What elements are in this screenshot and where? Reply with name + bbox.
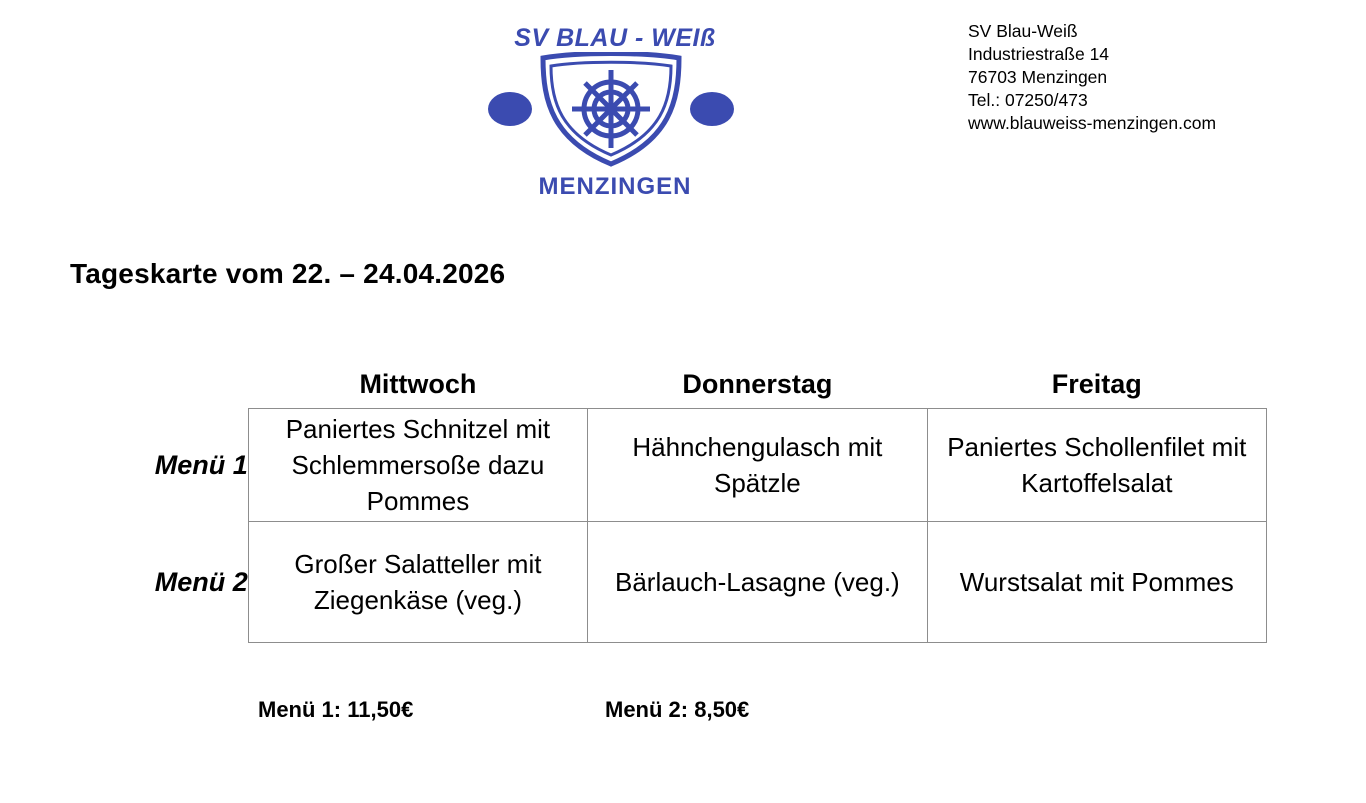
document-header: [0, 0, 1366, 215]
address-line: Tel.: 07250/473: [968, 90, 1088, 110]
logo-dot-left-icon: [488, 92, 532, 126]
menu-cell-menu2-friday: Wurstsalat mit Pommes: [927, 522, 1266, 643]
club-address: [968, 20, 1216, 135]
menu-table: [70, 360, 1267, 643]
address-line: 76703 Menzingen: [968, 67, 1108, 87]
menu-cell-menu2-thursday: Bärlauch-Lasagne (veg.): [588, 522, 927, 643]
row-label-menu-2: Menü 2: [154, 566, 248, 597]
column-header-friday: Freitag: [1051, 368, 1142, 399]
row-label-menu-1: Menü 1: [154, 449, 248, 480]
page-title: Tageskarte vom 22. – 24.04.2026: [70, 258, 506, 289]
logo-dot-right-icon: [690, 92, 734, 126]
address-line: SV Blau-Weiß: [968, 21, 1078, 41]
shield-gear-icon: [537, 52, 685, 168]
menu-cell-menu1-thursday: Hähnchengulasch mit Spätzle: [588, 409, 927, 522]
logo-top-text: SV BLAU - WEIß: [514, 24, 716, 52]
table-header-row: [70, 360, 1267, 409]
price-menu-2: Menü 2: 8,50€: [605, 697, 750, 722]
logo-bottom-text: MENZINGEN: [538, 173, 692, 200]
menu-cell-menu2-wednesday: Großer Salatteller mit Ziegenkäse (veg.): [248, 522, 587, 643]
price-menu-1: Menü 1: 11,50€: [258, 697, 414, 722]
address-website: www.blauweiss-menzingen.com: [968, 113, 1217, 133]
column-header-wednesday: Mittwoch: [359, 368, 477, 399]
table-row: [70, 522, 1267, 643]
menu-cell-menu1-wednesday: Paniertes Schnitzel mit Schlemmersoße dazu Pommes: [248, 409, 587, 522]
club-logo: [470, 10, 750, 205]
corner-cell: [70, 360, 248, 409]
column-header-thursday: Donnerstag: [682, 368, 833, 399]
address-line: Industriestraße 14: [968, 44, 1110, 64]
table-row: [70, 409, 1267, 522]
menu-cell-menu1-friday: Paniertes Schollenfilet mit Kartoffelsalat: [927, 409, 1266, 522]
